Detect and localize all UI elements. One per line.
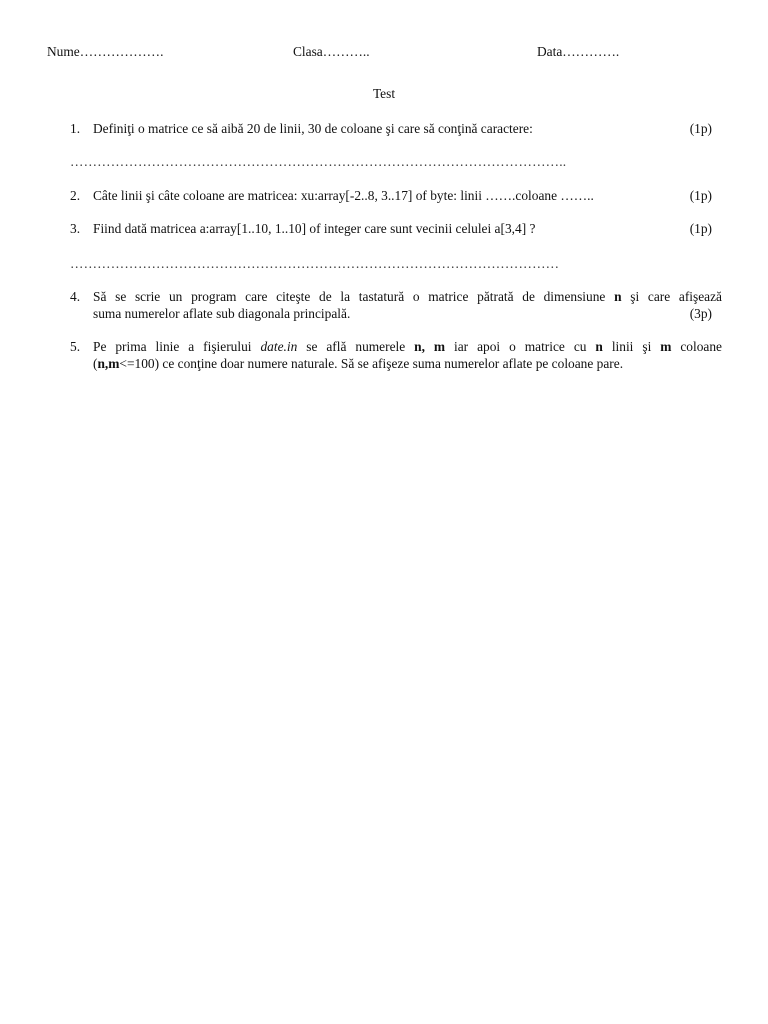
question-2-number: 2. — [70, 188, 81, 203]
question-4-text — [93, 288, 722, 322]
question-1-points: (1p) — [689, 121, 712, 136]
question-5-number: 5. — [70, 339, 81, 354]
question-2-text: Câte linii şi câte coloane are matricea: xu:array[-2..8, 3..17] of byte: linii …….coloane …….. — [93, 188, 594, 203]
question-3-text: Fiind dată matricea a:array[1..10, 1..10] of integer care sunt vecinii celulei a[3,4] ? — [93, 221, 536, 236]
variable-n: n — [614, 289, 622, 304]
question-4-line-2: suma numerelor aflate sub diagonala principală. (3p) — [93, 306, 712, 321]
question-2-points: (1p) — [689, 188, 712, 203]
question-5-text — [93, 338, 722, 372]
question-5-line-1: Pe prima linie a fişierului date.in se află numerele n, m iar apoi o matrice cu n linii şi m coloane — [93, 339, 722, 354]
class-field-label: Clasa……….. — [293, 44, 370, 59]
question-3-answer-line: ……………………………………………………………………………………………… — [70, 256, 560, 271]
question-4-number: 4. — [70, 289, 81, 304]
name-field-label: Nume………………. — [47, 44, 164, 59]
question-4-line-1: Să se scrie un program care citeşte de la tastatură o matrice pătrată de dimensiune n şi care afişează — [93, 289, 722, 304]
question-1-text: Definiţi o matrice ce să aibă 20 de linii, 30 de coloane şi care să conţină caractere: — [93, 121, 533, 136]
page-title: Test — [372, 86, 396, 101]
file-name: date.in — [260, 339, 298, 354]
question-3-points: (1p) — [689, 221, 712, 236]
date-field-label: Data…………. — [537, 44, 620, 59]
question-5-line-2: (n,m<=100) ce conţine doar numere naturale. Să se afişeze suma numerelor aflate pe coloane pare. — [93, 356, 624, 371]
question-4-points: (3p) — [689, 306, 712, 321]
question-3-number: 3. — [70, 221, 81, 236]
question-1-answer-line: ……………………………………………………………………………………………….. — [70, 154, 567, 169]
question-1-number: 1. — [70, 121, 81, 136]
